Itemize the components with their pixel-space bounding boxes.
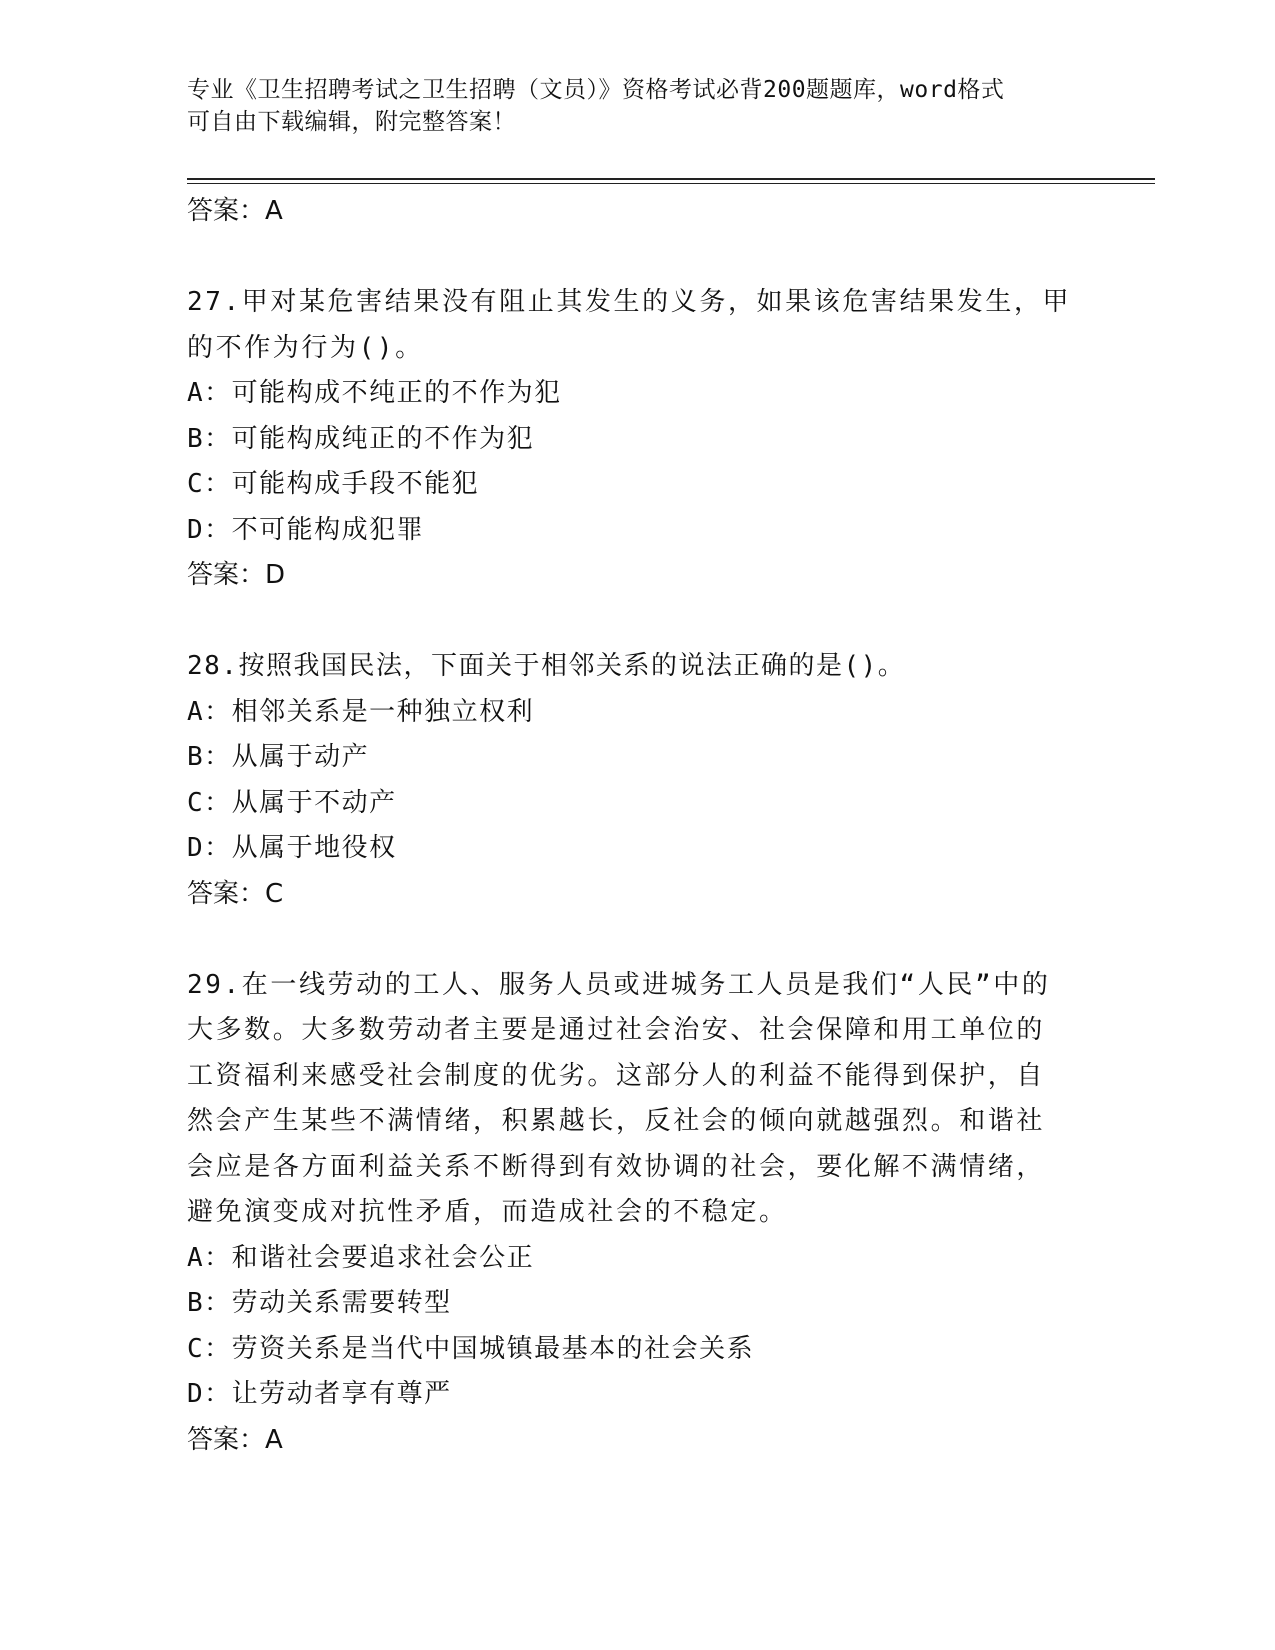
spacer — [187, 917, 1087, 963]
question-stem-line: 然会产生某些不满情绪，积累越长，反社会的倾向就越强烈。和谐社 — [187, 1106, 1046, 1136]
question-stem-line: 29.在一线劳动的工人、服务人员或进城务工人员是我们“人民”中的 — [187, 969, 1051, 1000]
option-c: C：劳资关系是当代中国城镇最基本的社会关系 — [187, 1333, 755, 1364]
option-d: D：让劳动者享有尊严 — [187, 1379, 452, 1409]
header-divider-thick — [187, 178, 1155, 180]
answer-label: 答案：C — [187, 878, 284, 909]
question-stem-line: 28.按照我国民法，下面关于相邻关系的说法正确的是()。 — [187, 651, 906, 681]
previous-answer: 答案：A — [187, 196, 283, 226]
option-b: B：从属于动产 — [187, 742, 370, 772]
question-stem-line: 的不作为行为()。 — [187, 332, 424, 363]
header-title-line-1: 专业《卫生招聘考试之卫生招聘（文员）》资格考试必背200题题库，word格式 — [187, 77, 1005, 103]
header-title-line-2: 可自由下载编辑，附完整答案！ — [187, 109, 516, 135]
option-b: B：劳动关系需要转型 — [187, 1288, 452, 1318]
spacer — [187, 235, 1087, 281]
option-a: A：相邻关系是一种独立权利 — [187, 696, 535, 727]
question-stem-line: 会应是各方面利益关系不断得到有效协调的社会，要化解不满情绪， — [187, 1151, 1046, 1182]
question-27 — [187, 280, 1087, 599]
question-29 — [187, 963, 1087, 1464]
question-stem-line: 27.甲对某危害结果没有阻止其发生的义务，如果该危害结果发生，甲 — [187, 287, 1072, 317]
question-stem-line: 工资福利来感受社会制度的优劣。这部分人的利益不能得到保护，自 — [187, 1060, 1046, 1091]
question-list — [187, 189, 1087, 1463]
option-a: A：可能构成不纯正的不作为犯 — [187, 378, 562, 408]
spacer — [187, 599, 1087, 645]
header-divider-thin — [187, 183, 1155, 184]
question-stem-line: 避免演变成对抗性矛盾，而造成社会的不稳定。 — [187, 1197, 788, 1227]
option-c: C：可能构成手段不能犯 — [187, 469, 480, 499]
answer-label: 答案：D — [187, 560, 286, 590]
option-c: C：从属于不动产 — [187, 787, 397, 818]
document-header — [187, 74, 1067, 138]
option-d: D：从属于地役权 — [187, 833, 397, 863]
answer-label: 答案：A — [187, 1424, 283, 1455]
option-b: B：可能构成纯正的不作为犯 — [187, 423, 535, 454]
option-d: D：不可能构成犯罪 — [187, 514, 425, 545]
question-stem-line: 大多数。大多数劳动者主要是通过社会治安、社会保障和用工单位的 — [187, 1015, 1046, 1045]
question-28 — [187, 644, 1087, 917]
option-a: A：和谐社会要追求社会公正 — [187, 1242, 535, 1273]
